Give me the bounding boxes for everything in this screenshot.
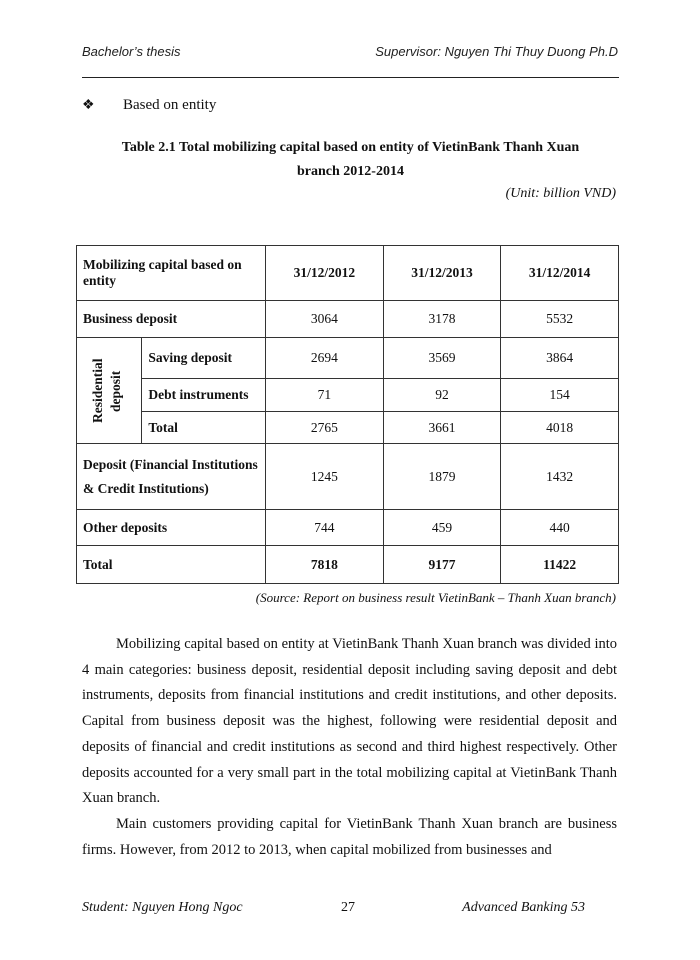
header-left: Bachelor’s thesis — [82, 44, 181, 59]
cell: 3178 — [383, 301, 501, 338]
footer-left: Student: Nguyen Hong Ngoc — [82, 900, 243, 915]
cell: 2694 — [266, 338, 384, 379]
header-cell: Mobilizing capital based on entity — [77, 246, 266, 301]
row-label: Deposit (Financial Institutions & Credit Institutions) — [77, 444, 266, 510]
caption-line-2: branch 2012-2014 — [297, 164, 404, 179]
cell: 1432 — [501, 444, 619, 510]
cell: 4018 — [501, 412, 619, 444]
table-caption — [82, 136, 619, 184]
row-label: Debt instruments — [142, 379, 266, 412]
page-number: 27 — [341, 900, 355, 915]
row-label: Business deposit — [77, 301, 266, 338]
cell: 1879 — [383, 444, 501, 510]
bullet-icon: ❖ — [82, 98, 95, 113]
paragraph: Mobilizing capital based on entity at VietinBank Thanh Xuan branch was divided into 4 main categories: business deposit, residential deposit including saving deposit and debt instruments, deposits from financial institutions and credit institutions, and other deposits. Capital from business deposit was the highest, following were residential deposit and deposits of financial and credit institutions as second and third highest respectively. Other deposits accounted for a very small part in the total mobilizing capital at VietinBank Thanh Xuan branch. — [82, 636, 617, 807]
cell: 3864 — [501, 338, 619, 379]
table-total-row — [77, 546, 619, 584]
table-row — [77, 379, 619, 412]
header-cell: 31/12/2013 — [383, 246, 501, 301]
cell: 459 — [383, 510, 501, 546]
capital-table — [76, 245, 619, 584]
cell: 9177 — [383, 546, 501, 584]
cell: 3569 — [383, 338, 501, 379]
cell: 92 — [383, 379, 501, 412]
cell: 5532 — [501, 301, 619, 338]
table-row — [77, 444, 619, 510]
footer-right: Advanced Banking 53 — [462, 900, 585, 915]
unit-note: (Unit: billion VND) — [505, 186, 616, 201]
cell: 1245 — [266, 444, 384, 510]
table-row — [77, 338, 619, 379]
header-cell: 31/12/2012 — [266, 246, 384, 301]
paragraph: Main customers providing capital for VietinBank Thanh Xuan branch are business firms. However, from 2012 to 2013, when capital mobilized from businesses and — [82, 815, 617, 858]
residential-group-label: Residential deposit — [90, 358, 124, 423]
row-label: Total — [77, 546, 266, 584]
cell: 3064 — [266, 301, 384, 338]
row-label: Other deposits — [77, 510, 266, 546]
table-row — [77, 301, 619, 338]
cell: 3661 — [383, 412, 501, 444]
cell: 154 — [501, 379, 619, 412]
table-row — [77, 412, 619, 444]
cell: 440 — [501, 510, 619, 546]
header-cell: 31/12/2014 — [501, 246, 619, 301]
caption-line-1: Table 2.1 Total mobilizing capital based on entity of VietinBank Thanh Xuan — [121, 140, 580, 155]
cell: 2765 — [266, 412, 384, 444]
table-row — [77, 510, 619, 546]
body-text — [82, 632, 617, 863]
row-label: Total — [142, 412, 266, 444]
row-label: Saving deposit — [142, 338, 266, 379]
cell: 7818 — [266, 546, 384, 584]
header-right: Supervisor: Nguyen Thi Thuy Duong Ph.D — [375, 44, 618, 59]
section-title: Based on entity — [123, 97, 217, 113]
table-source: (Source: Report on business result VietinBank – Thanh Xuan branch) — [255, 590, 616, 605]
cell: 744 — [266, 510, 384, 546]
table-header-row — [77, 246, 619, 301]
cell: 71 — [266, 379, 384, 412]
header-divider — [82, 77, 619, 78]
cell: 11422 — [501, 546, 619, 584]
